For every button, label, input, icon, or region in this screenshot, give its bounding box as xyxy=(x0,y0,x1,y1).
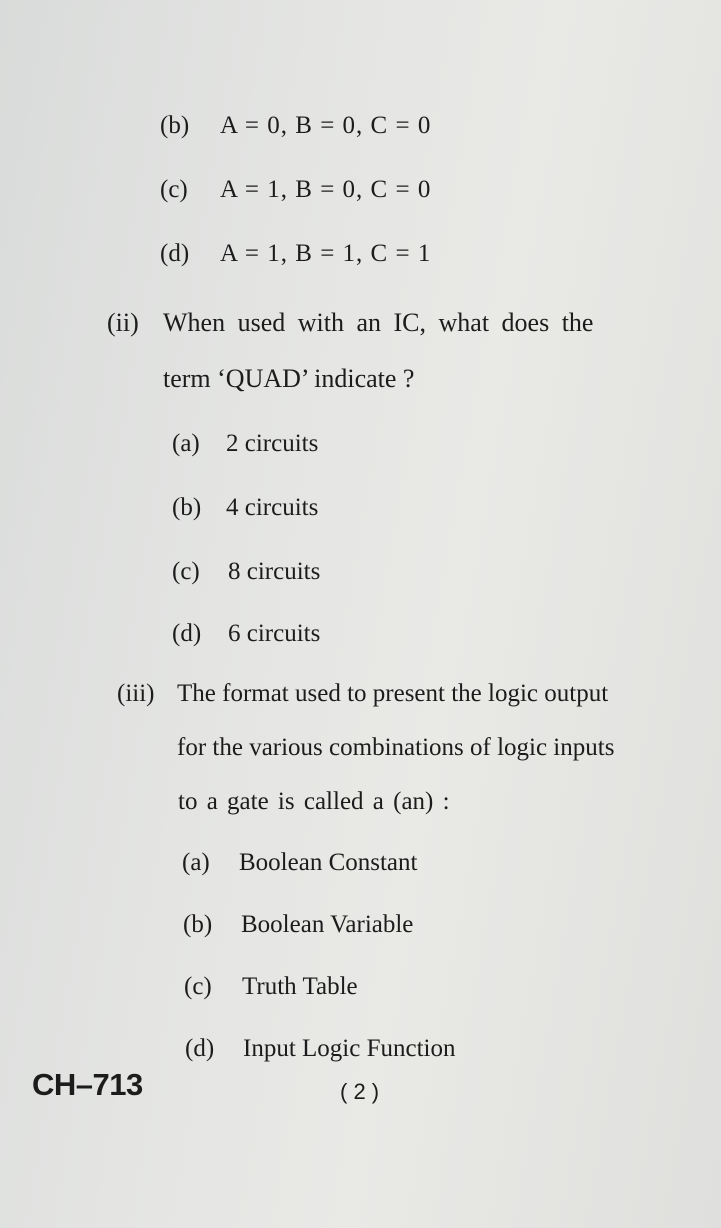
question-number: (iii) xyxy=(117,680,155,707)
question-number: (ii) xyxy=(107,308,139,337)
q3-stem-line3 xyxy=(178,788,450,816)
option-text: A = 1, B = 0, C = 0 xyxy=(220,176,432,203)
option-text: A = 0, B = 0, C = 0 xyxy=(220,112,432,139)
q2-option-b xyxy=(172,494,318,522)
q2-stem-line1 xyxy=(107,308,593,338)
q2-option-d xyxy=(172,620,320,648)
option-text: A = 1, B = 1, C = 1 xyxy=(220,240,432,267)
option-label: (d) xyxy=(160,240,190,267)
option-label: (a) xyxy=(172,430,200,457)
q3-option-c xyxy=(184,973,358,1001)
option-text: Boolean Constant xyxy=(239,849,418,876)
option-label: (c) xyxy=(184,973,212,1000)
question-text: When used with an IC, what does the xyxy=(163,308,594,337)
q3-stem-line2 xyxy=(177,734,614,762)
option-label: (d) xyxy=(185,1035,215,1062)
option-text: Input Logic Function xyxy=(243,1035,456,1062)
option-label: (b) xyxy=(183,911,213,938)
q3-option-b xyxy=(183,911,413,939)
q2-option-a xyxy=(172,430,318,458)
q2-stem-line2 xyxy=(163,364,414,394)
option-text: Boolean Variable xyxy=(241,911,414,938)
q1-option-d xyxy=(160,240,431,268)
option-text: Truth Table xyxy=(242,973,358,1000)
q1-option-b xyxy=(160,112,431,140)
option-text: 4 circuits xyxy=(226,494,319,521)
option-label: (b) xyxy=(160,112,190,139)
option-text: 8 circuits xyxy=(228,558,321,585)
q3-stem-line1 xyxy=(117,680,608,708)
q2-option-c xyxy=(172,558,320,586)
question-text: term ‘QUAD’ indicate ? xyxy=(163,364,415,393)
page-number: ( 2 ) xyxy=(340,1079,380,1104)
option-text: 6 circuits xyxy=(228,620,321,647)
question-text: The format used to present the logic output xyxy=(177,680,609,707)
option-label: (b) xyxy=(172,494,202,521)
paper-code: CH–713 xyxy=(32,1067,143,1102)
question-text: to a gate is called a (an) : xyxy=(178,788,450,815)
q3-option-a xyxy=(182,849,417,877)
option-label: (a) xyxy=(182,849,210,876)
option-label: (c) xyxy=(172,558,200,585)
q1-option-c xyxy=(160,176,431,204)
option-label: (c) xyxy=(160,176,188,203)
option-text: 2 circuits xyxy=(226,430,319,457)
q3-option-d xyxy=(185,1035,455,1063)
option-label: (d) xyxy=(172,620,202,647)
question-text: for the various combinations of logic inputs xyxy=(177,734,615,761)
